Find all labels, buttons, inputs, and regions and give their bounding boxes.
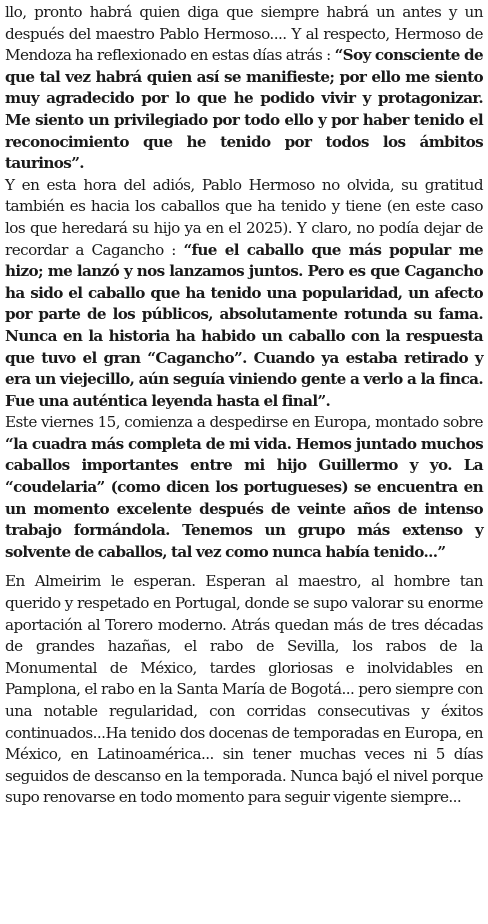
paragraph-3-quote: “la cuadra más completa de mi vida. Hemos juntado muchos caballos importantes entre mi hijo Guillermo y yo. La “coudelaria” (como dicen los portugueses) se encuentra en un momento excelente después de veinte años de intenso trabajo formándola. Tenemos un grupo más extenso y solvente de caballos, tal vez como nunca había tenido...” <box>5 434 483 561</box>
article-body <box>5 2 483 809</box>
paragraph-1 <box>5 2 483 175</box>
paragraph-2 <box>5 175 483 413</box>
paragraph-2-text: Y en esta hora del adiós, Pablo Hermoso no olvida, su gratitud también es hacia los caballos que ha tenido y tiene (en este caso los que heredará su hijo ya en el 2025). Y claro, no podía dejar de recordar a Cagancho : <box>5 175 483 259</box>
paragraph-4-text: En Almeirim le esperan. Esperan al maestro, al hombre tan querido y respetado en Portugal, donde se supo valorar su enorme aportación al Torero moderno. Atrás quedan más de tres décadas de grandes hazañas, el rabo de Sevilla, los rabos de la Monumental de México, tardes gloriosas e inolvidables en Pamplona, el rabo en la Santa María de Bogotá... pero siempre con una notable regularidad, con corridas consecutivas y éxitos continuados...Ha tenido dos docenas de temporadas en Europa, en México, en Latinoamérica... sin tener muchas veces ni 5 días seguidos de descanso en la temporada. Nunca bajó el nivel porque supo renovarse en todo momento para seguir vigente siempre... <box>5 572 483 807</box>
paragraph-2-quote: “fue el caballo que más popular me hizo; me lanzó y nos lanzamos juntos. Pero es que Cagancho ha sido el caballo que ha tenido una popularidad, un afecto por parte de los públicos, absolutamente rotunda su fama. Nunca en la historia ha habido un caballo con la respuesta que tuvo el gran “Cagancho”. Cuando ya estaba retirado y era un viejecillo, aún seguía viniendo gente a verlo a la finca. Fue una auténtica leyenda hasta el final”. <box>5 240 483 410</box>
paragraph-3-text: Este viernes 15, comienza a despedirse en Europa, montado sobre <box>5 413 483 432</box>
paragraph-4 <box>5 571 483 809</box>
paragraph-1-quote: “Soy consciente de que tal vez habrá quien así se manifieste; por ello me siento muy agradecido por lo que he podido vivir y protagonizar. Me siento un privilegiado por todo ello y por haber tenido el reconocimiento que he tenido por todos los ámbitos taurinos”. <box>5 46 484 173</box>
paragraph-1-text: llo, pronto habrá quien diga que siempre habrá un antes y un después del maestro Pablo Hermoso.... Y al respecto, Hermoso de Mendoza ha reflexionado en estas días atrás : <box>5 3 483 65</box>
paragraph-3 <box>5 412 483 563</box>
